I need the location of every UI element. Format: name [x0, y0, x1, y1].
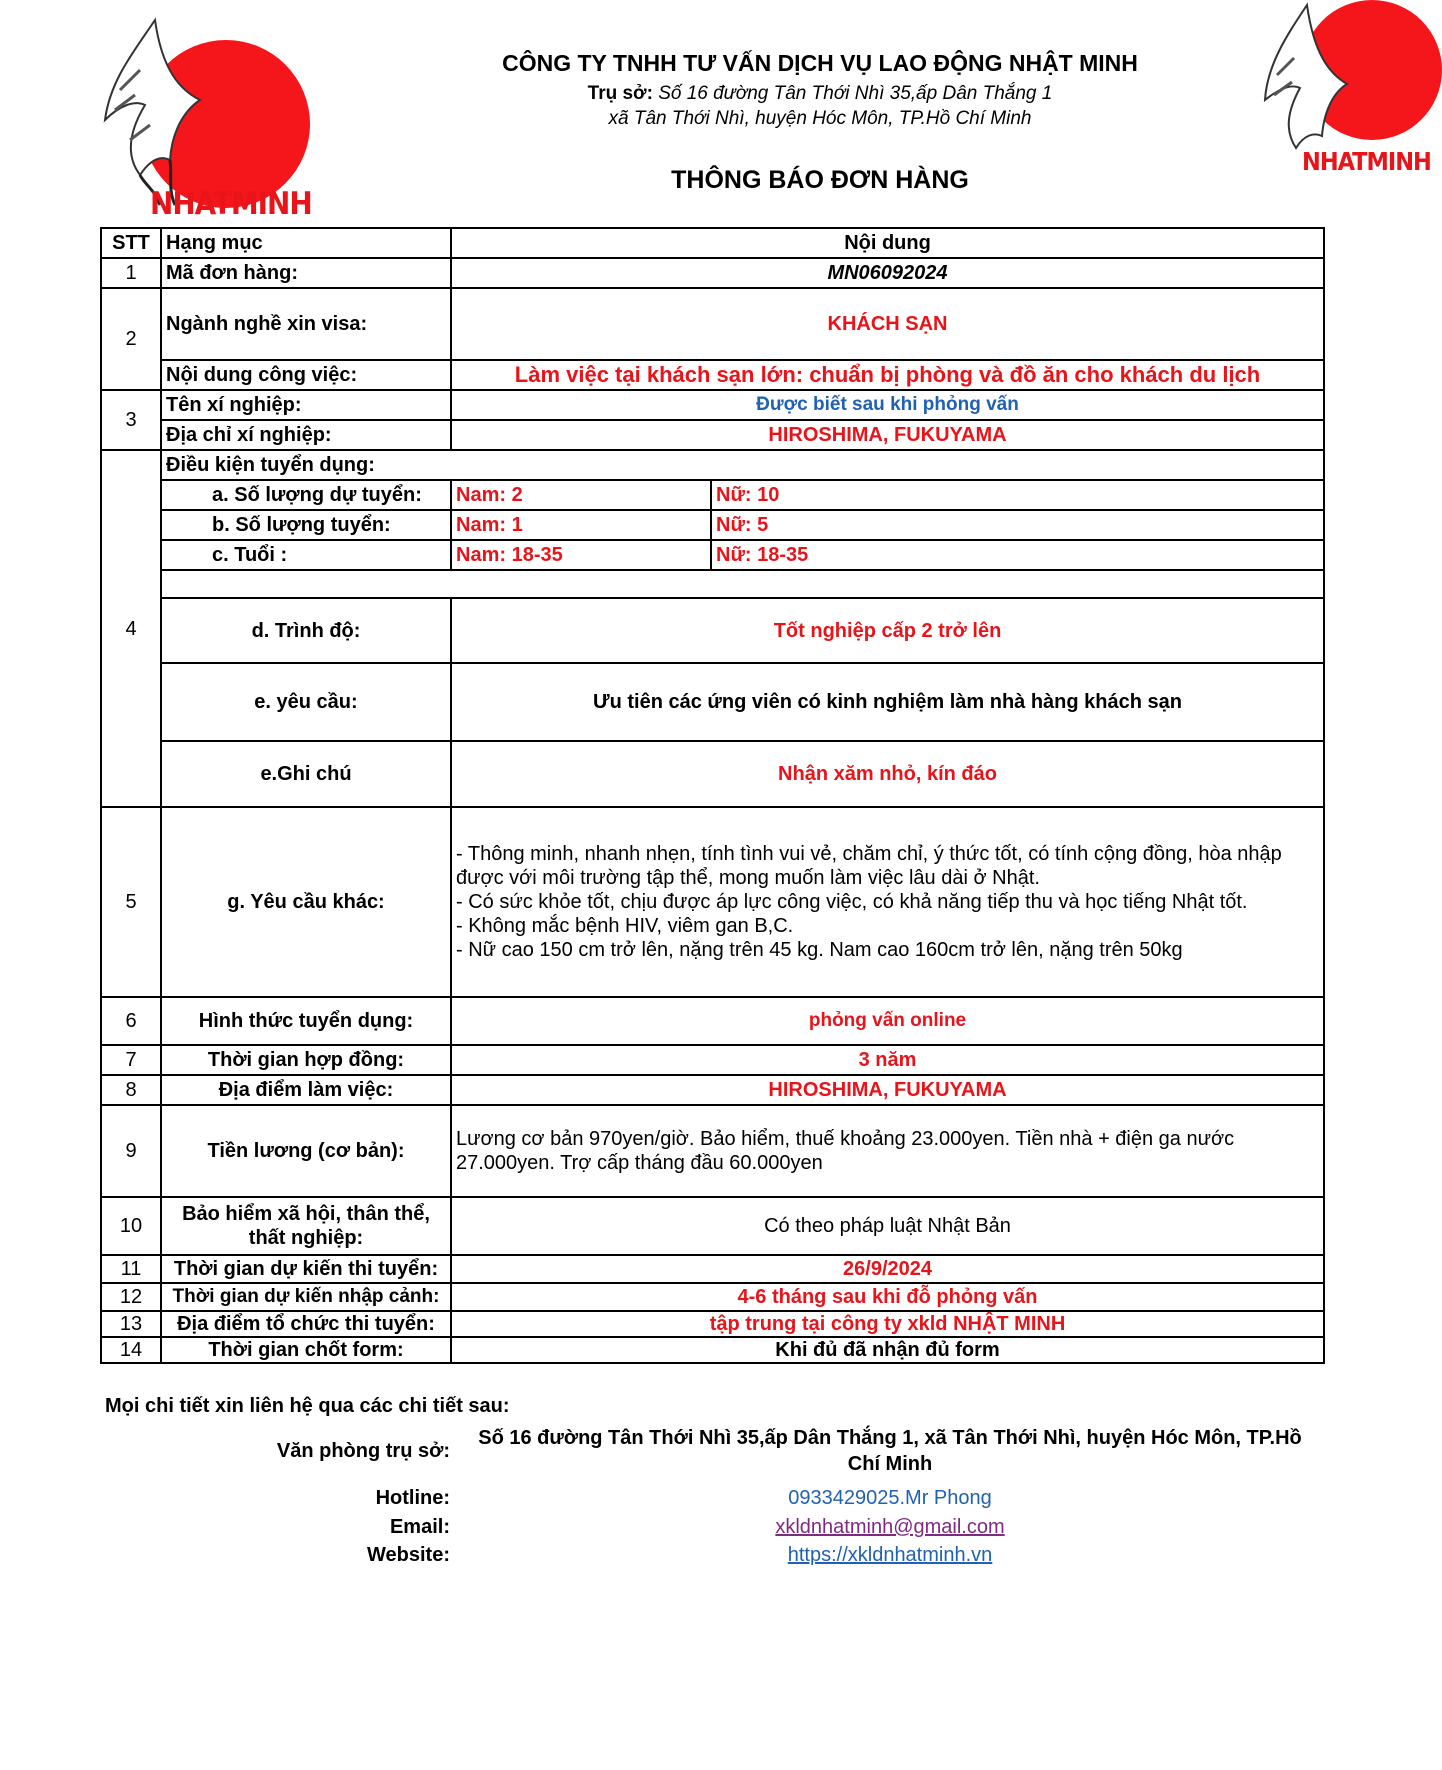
requirement-line: - Thông minh, nhanh nhẹn, tính tình vui vẻ, chăm chỉ, ý thức tốt, có tính cộng đồng, hòa nhập được với môi trường tập thể, mong muốn làm việc lâu dài ở Nhật. [456, 843, 1282, 889]
address-label: Trụ sở: [587, 83, 653, 104]
table-header-row [101, 228, 1324, 258]
form-deadline: Khi đủ đã nhận đủ form [451, 1337, 1324, 1363]
row-label: e. yêu cầu: [161, 663, 451, 741]
requirement-line: - Nữ cao 150 cm trở lên, nặng trên 45 kg. Nam cao 160cm trở lên, nặng trên 50kg [456, 939, 1183, 961]
contact-intro: Mọi chi tiết xin liên hệ qua các chi tiết sau: [105, 1395, 510, 1417]
row-label: Ngành nghề xin visa: [161, 288, 451, 360]
recruitment-method: phỏng vấn online [451, 997, 1324, 1045]
table-row [101, 1255, 1324, 1283]
header-content: Nội dung [451, 228, 1324, 258]
row-label: Tiền lương (cơ bản): [161, 1105, 451, 1197]
table-row [101, 807, 1324, 997]
row-label: Địa điểm làm việc: [161, 1075, 451, 1105]
requirement-line: - Không mắc bệnh HIV, viêm gan B,C. [456, 915, 794, 937]
email-label: Email: [389, 1516, 450, 1538]
row-stt: 3 [101, 390, 161, 450]
row-label: b. Số lượng tuyển: [161, 510, 451, 540]
contract-duration: 3 năm [451, 1045, 1324, 1075]
row-label: Thời gian dự kiến nhập cảnh: [161, 1283, 451, 1311]
table-row [101, 570, 1324, 598]
row-label: Tên xí nghiệp: [161, 390, 451, 420]
table-row [101, 540, 1324, 570]
table-row [101, 1197, 1324, 1255]
table-row [101, 1337, 1324, 1363]
hotline-value[interactable]: 0933429025.Mr Phong [788, 1487, 992, 1509]
company-name: CÔNG TY TNHH TƯ VẤN DỊCH VỤ LAO ĐỘNG NHẬT MINH [502, 50, 1138, 76]
hotline-label: Hotline: [375, 1487, 450, 1509]
row-stt: 11 [101, 1255, 161, 1283]
recruitment-conditions-title: Điều kiện tuyển dụng: [161, 450, 1324, 480]
requirement-line: - Có sức khỏe tốt, chịu được áp lực công việc, có khả năng tiếp thu và học tiếng Nhật tốt. [456, 891, 1248, 913]
male-age: Nam: 18-35 [451, 540, 711, 570]
table-row [101, 480, 1324, 510]
row-label: d. Trình độ: [161, 598, 451, 663]
table-row [101, 598, 1324, 663]
job-description: Làm việc tại khách sạn lớn: chuẩn bị phòng và đồ ăn cho khách du lịch [451, 360, 1324, 390]
header-item: Hạng mục [161, 228, 451, 258]
row-stt: 7 [101, 1045, 161, 1075]
empty-cell [161, 570, 1324, 598]
note-value: Nhận xăm nhỏ, kín đáo [451, 741, 1324, 807]
company-name-value: Được biết sau khi phỏng vấn [451, 390, 1324, 420]
email-link[interactable]: xkldnhatminh@gmail.com [775, 1516, 1005, 1538]
row-label: Địa chỉ xí nghiệp: [161, 420, 451, 450]
table-row [101, 997, 1324, 1045]
entry-time: 4-6 tháng sau khi đỗ phỏng vấn [451, 1283, 1324, 1311]
male-hired: Nam: 1 [451, 510, 711, 540]
table-row [101, 1045, 1324, 1075]
table-row [101, 288, 1324, 360]
requirement-value: Ưu tiên các ứng viên có kinh nghiệm làm nhà hàng khách sạn [451, 663, 1324, 741]
website-link[interactable]: https://xkldnhatminh.vn [787, 1544, 993, 1566]
row-label: Thời gian chốt form: [161, 1337, 451, 1363]
company-address-line1 [0, 83, 1442, 105]
row-label: Hình thức tuyển dụng: [161, 997, 451, 1045]
female-applicants: Nữ: 10 [711, 480, 1324, 510]
table-row [101, 420, 1324, 450]
salary-value: Lương cơ bản 970yen/giờ. Bảo hiểm, thuế khoảng 23.000yen. Tiền nhà + điện ga nước 27.000yen. Trợ cấp tháng đầu 60.000yen [451, 1105, 1324, 1197]
table-row [101, 258, 1324, 288]
header-stt: STT [101, 228, 161, 258]
table-row [101, 1105, 1324, 1197]
table-row [101, 450, 1324, 480]
row-stt: 6 [101, 997, 161, 1045]
female-age: Nữ: 18-35 [711, 540, 1324, 570]
row-stt: 10 [101, 1197, 161, 1255]
order-code: MN06092024 [451, 258, 1324, 288]
row-stt: 14 [101, 1337, 161, 1363]
row-label: c. Tuổi : [161, 540, 451, 570]
row-label: Nội dung công việc: [161, 360, 451, 390]
row-label: g. Yêu cầu khác: [161, 807, 451, 997]
row-stt: 4 [101, 450, 161, 807]
brand-text: NHATMINH [1302, 147, 1431, 176]
row-label: Bảo hiểm xã hội, thân thể, thất nghiệp: [161, 1197, 451, 1255]
row-label: Địa điểm tổ chức thi tuyển: [161, 1311, 451, 1337]
row-label: Mã đơn hàng: [161, 258, 451, 288]
row-label: Thời gian dự kiến thi tuyển: [161, 1255, 451, 1283]
row-label: e.Ghi chú [161, 741, 451, 807]
row-stt: 12 [101, 1283, 161, 1311]
address-line1: Số 16 đường Tân Thới Nhì 35,ấp Dân Thắng 1 [658, 83, 1053, 104]
website-label: Website: [367, 1544, 450, 1566]
female-hired: Nữ: 5 [711, 510, 1324, 540]
row-label: Thời gian hợp đồng: [161, 1045, 451, 1075]
exam-location: tập trung tại công ty xkld NHẬT MINH [451, 1311, 1324, 1337]
exam-date: 26/9/2024 [451, 1255, 1324, 1283]
company-address-line2: xã Tân Thới Nhì, huyện Hóc Môn, TP.Hồ Chí Minh [608, 108, 1032, 129]
company-address-value: HIROSHIMA, FUKUYAMA [451, 420, 1324, 450]
table-row [101, 1311, 1324, 1337]
row-stt: 9 [101, 1105, 161, 1197]
row-stt: 2 [101, 288, 161, 390]
table-row [101, 741, 1324, 807]
education-value: Tốt nghiệp cấp 2 trở lên [451, 598, 1324, 663]
table-row [101, 360, 1324, 390]
table-row [101, 1283, 1324, 1311]
visa-occupation: KHÁCH SẠN [451, 288, 1324, 360]
office-value: Số 16 đường Tân Thới Nhì 35,ấp Dân Thắng 1, xã Tân Thới Nhì, huyện Hóc Môn, TP.Hồ Chí Minh [478, 1427, 1302, 1475]
other-requirements [451, 807, 1324, 997]
insurance-value: Có theo pháp luật Nhật Bản [451, 1197, 1324, 1255]
brand-text: NHATMINH [150, 186, 312, 222]
office-label: Văn phòng trụ sở: [276, 1440, 450, 1462]
table-row [101, 510, 1324, 540]
document-title: THÔNG BÁO ĐƠN HÀNG [671, 166, 969, 194]
table-row [101, 390, 1324, 420]
row-stt: 1 [101, 258, 161, 288]
row-stt: 8 [101, 1075, 161, 1105]
row-stt: 13 [101, 1311, 161, 1337]
order-table [100, 227, 1325, 1364]
table-row [101, 1075, 1324, 1105]
table-row [101, 663, 1324, 741]
row-stt: 5 [101, 807, 161, 997]
work-location: HIROSHIMA, FUKUYAMA [451, 1075, 1324, 1105]
male-applicants: Nam: 2 [451, 480, 711, 510]
row-label: a. Số lượng dự tuyển: [161, 480, 451, 510]
